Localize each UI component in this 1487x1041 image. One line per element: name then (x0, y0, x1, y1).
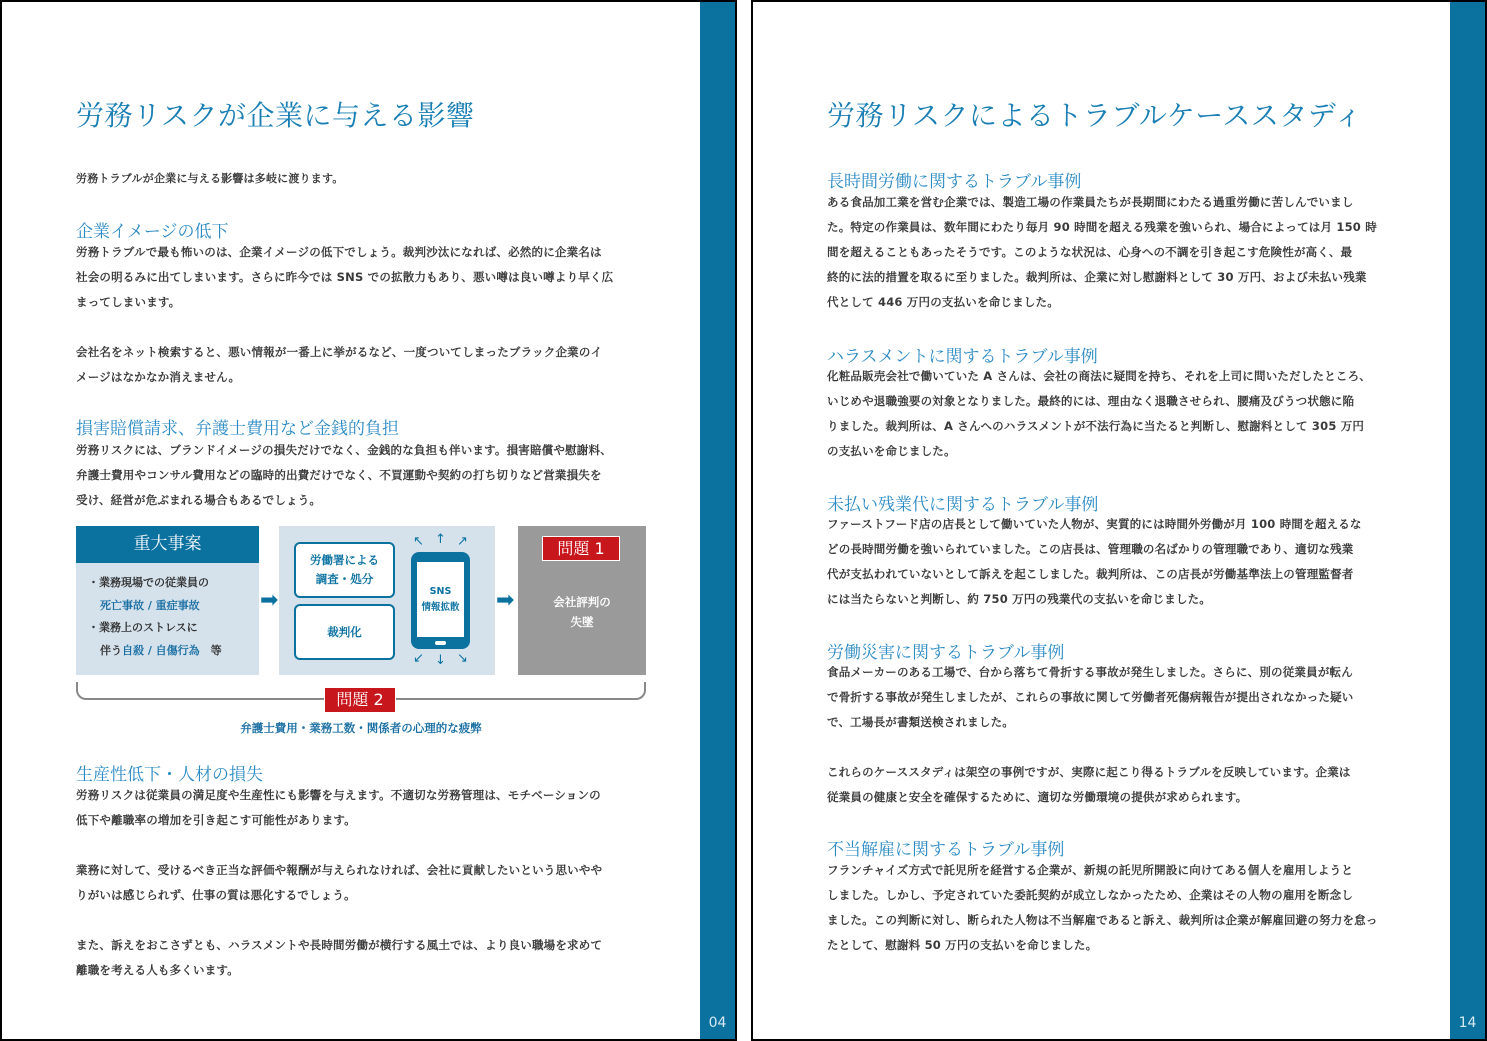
text-line: 労務トラブルで最も怖いのは、企業イメージの低下でしょう。裁判沙汰になれば、必然的に企業名は (76, 245, 602, 259)
major-case-list (88, 572, 222, 662)
text-line: で、工場長が書類送検されました。 (827, 715, 1014, 729)
text-line: また、訴えをおこさずとも、ハラスメントや長時間労働が横行する風土では、より良い職場を求めて (76, 938, 603, 952)
section-body-unpaid (827, 512, 1427, 612)
page-sidebar (700, 2, 735, 1039)
text-line: 労務リスクには、ブランドイメージの損失だけでなく、金銭的な負担も伴います。損害賠償や慰謝料、 (76, 443, 612, 457)
text-line: には当たらないと判断し、約 750 万円の残業代の支払いを命じました。 (827, 592, 1212, 606)
list-item: 伴う (100, 643, 122, 657)
section-body-image (76, 240, 676, 390)
section-heading-overtime: 長時間労働に関するトラブル事例 (827, 172, 1082, 192)
text-line: しました。しかし、予定されていた委託契約が成立しなかったため、企業はその人物の雇用を断念し (827, 888, 1354, 902)
phone-text: 情報拡散 (421, 601, 460, 613)
text-line: 代として 446 万円の支払いを命じました。 (827, 295, 1059, 309)
trial-box: 裁判化 (294, 604, 395, 660)
smartphone-icon (411, 552, 470, 649)
box-text: 会社評判の (553, 595, 611, 609)
text-line: まってしまいます。 (76, 295, 181, 309)
text-line: た。特定の作業員は、数年間にわたり毎月 90 時間を超える残業を強いられ、場合によっては月 150 時 (827, 220, 1377, 234)
phone-text: SNS (429, 585, 452, 597)
text-line (827, 735, 1427, 760)
page-sidebar (1450, 2, 1485, 1039)
box-text: 労働署による (310, 553, 379, 567)
text-line: りがいは感じられず、仕事の質は悪化するでしょう。 (76, 888, 356, 902)
text-line: 終的に法的措置を取るに至りました。裁判所は、企業に対し慰謝料として 30 万円、および未払い残業 (827, 270, 1367, 284)
list-item: ・業務現場での従業員の (88, 576, 209, 589)
major-case-title: 重大事案 (76, 526, 259, 563)
section-body-overtime (827, 190, 1427, 315)
arrow-right-icon: ➡ (496, 588, 515, 613)
text-line: りました。裁判所は、A さんへのハラスメントが不法行為に当たると判断し、慰謝料として 305 万円 (827, 419, 1365, 433)
text-line: 代が支払われていないとして訴えを起こしました。裁判所は、この店長が労働基準法上の管理監督者 (827, 567, 1354, 581)
section-body-cost (76, 438, 676, 513)
right-page (751, 0, 1487, 1041)
text-line (76, 315, 676, 340)
section-heading-dismissal: 不当解雇に関するトラブル事例 (827, 840, 1065, 860)
list-item-highlight: 自殺 / 自傷行為 (122, 643, 200, 657)
page-title: 労務リスクによるトラブルケーススタディ (827, 99, 1363, 132)
section-heading-harassment: ハラスメントに関するトラブル事例 (827, 347, 1098, 367)
text-line: たとして、慰謝料 50 万円の支払いを命じました。 (827, 938, 1098, 952)
text-line: で骨折する事故が発生しましたが、これらの事故に関して労働者死傷病報告が提出されなかった疑い (827, 690, 1354, 704)
text-line: ある食品加工業を営む企業では、製造工場の作業員たちが長期間にわたる過重労働に苦しんでいまし (827, 195, 1354, 209)
reputation-box (518, 526, 646, 675)
box-text: 失墜 (570, 615, 594, 629)
ray-icon: ↘ (457, 651, 468, 666)
text-line: メージはなかなか消えません。 (76, 370, 241, 384)
investigation-box (294, 542, 395, 598)
ray-icon: ↑ (435, 532, 446, 547)
section-heading-cost: 損害賠償請求、弁護士費用など金銭的負担 (76, 419, 399, 439)
section-body-harassment (827, 364, 1427, 464)
text-line: 低下や離職率の増加を引き起こす可能性があります。 (76, 813, 356, 827)
text-line: 従業員の健康と安全を確保するために、適切な労働環境の提供が求められます。 (827, 790, 1248, 804)
list-item-suffix: 等 (199, 643, 222, 657)
section-body-accident (827, 660, 1427, 810)
ray-icon: ↖ (413, 534, 424, 549)
phone-screen (417, 562, 464, 637)
list-item: ・業務上のストレスに (88, 621, 198, 634)
list-item-highlight: 死亡事故 / 重症事故 (100, 598, 200, 612)
text-line: 受け、経営が危ぶまれる場合もあるでしょう。 (76, 493, 322, 507)
section-heading-productivity: 生産性低下・人材の損失 (76, 765, 263, 785)
text-line: いじめや退職強要の対象となりました。最終的には、理由なく退職させられ、腰痛及びうつ状態に陥 (827, 394, 1355, 408)
text-line: 会社名をネット検索すると、悪い情報が一番上に挙がるなど、一度ついてしまったブラック企業のイ (76, 345, 603, 359)
consequence-box (279, 526, 495, 675)
text-line (76, 908, 676, 933)
text-line: 業務に対して、受けるべき正当な評価や報酬が与えられなければ、会社に貢献したいという思いやや (76, 863, 603, 877)
arrow-right-icon: ➡ (260, 588, 279, 613)
page-number: 04 (708, 1015, 727, 1031)
text-line: 間を超えることもあったそうです。このような状況は、心身への不調を引き起こす危険性が高く、最 (827, 245, 1353, 259)
text-line: 食品メーカーのある工場で、台から落ちて骨折する事故が発生しました。さらに、別の従業員が転ん (827, 665, 1353, 679)
text-line: ました。この判断に対し、断られた人物は不当解雇であると訴え、裁判所は企業が解雇回避の努力を怠っ (827, 913, 1378, 927)
problem1-label: 問題 1 (542, 536, 620, 561)
text-line: の支払いを命じました。 (827, 444, 956, 458)
problem2-label: 問題 2 (324, 687, 396, 713)
phone-home-button (435, 641, 446, 645)
page-title: 労務リスクが企業に与える影響 (76, 99, 475, 132)
text-line: フランチャイズ方式で託児所を経営する企業が、新規の託児所開設に向けてある個人を雇用しようと (827, 863, 1354, 877)
section-body-dismissal (827, 858, 1437, 958)
section-heading-accident: 労働災害に関するトラブル事例 (827, 643, 1065, 663)
diagram-caption: 弁護士費用・業務工数・関係者の心理的な疲弊 (240, 721, 482, 735)
intro-text: 労務トラブルが企業に与える影響は多岐に渡ります。 (76, 172, 344, 185)
text-line: 労務リスクは従業員の満足度や生産性にも影響を与えます。不適切な労務管理は、モチベーションの (76, 788, 601, 802)
page-number: 14 (1458, 1015, 1477, 1031)
text-line: 離職を考える人も多くいます。 (76, 963, 239, 977)
box-text: 調査・処分 (315, 572, 374, 586)
text-line: これらのケーススタディは架空の事例ですが、実際に起こり得るトラブルを反映しています。企業は (827, 765, 1351, 779)
section-body-productivity (76, 783, 676, 983)
section-heading-image: 企業イメージの低下 (76, 222, 229, 242)
left-page (0, 0, 737, 1041)
text-line: 弁護士費用やコンサル費用などの臨時的出費だけでなく、不買運動や契約の打ち切りなど営業損失を (76, 468, 602, 482)
text-line: 社会の明るみに出てしまいます。さらに昨今では SNS での拡散力もあり、悪い噂は良い噂より早く広 (76, 270, 614, 284)
ray-icon: ↗ (457, 534, 468, 549)
text-line: 化粧品販売会社で働いていた A さんは、会社の商法に疑問を持ち、それを上司に問いただしたところ、 (827, 369, 1372, 383)
reputation-text (518, 592, 646, 632)
text-line (76, 833, 676, 858)
text-line: どの長時間労働を強いられていました。この店長は、管理職の名ばかりの管理職であり、適切な残業 (827, 542, 1354, 556)
section-heading-unpaid: 未払い残業代に関するトラブル事例 (827, 495, 1099, 515)
ray-icon: ↓ (435, 653, 446, 668)
text-line: ファーストフード店の店長として働いていた人物が、実質的には時間外労働が月 100 時間を超えるな (827, 517, 1362, 531)
major-case-box (76, 526, 259, 675)
ray-icon: ↙ (413, 651, 424, 666)
